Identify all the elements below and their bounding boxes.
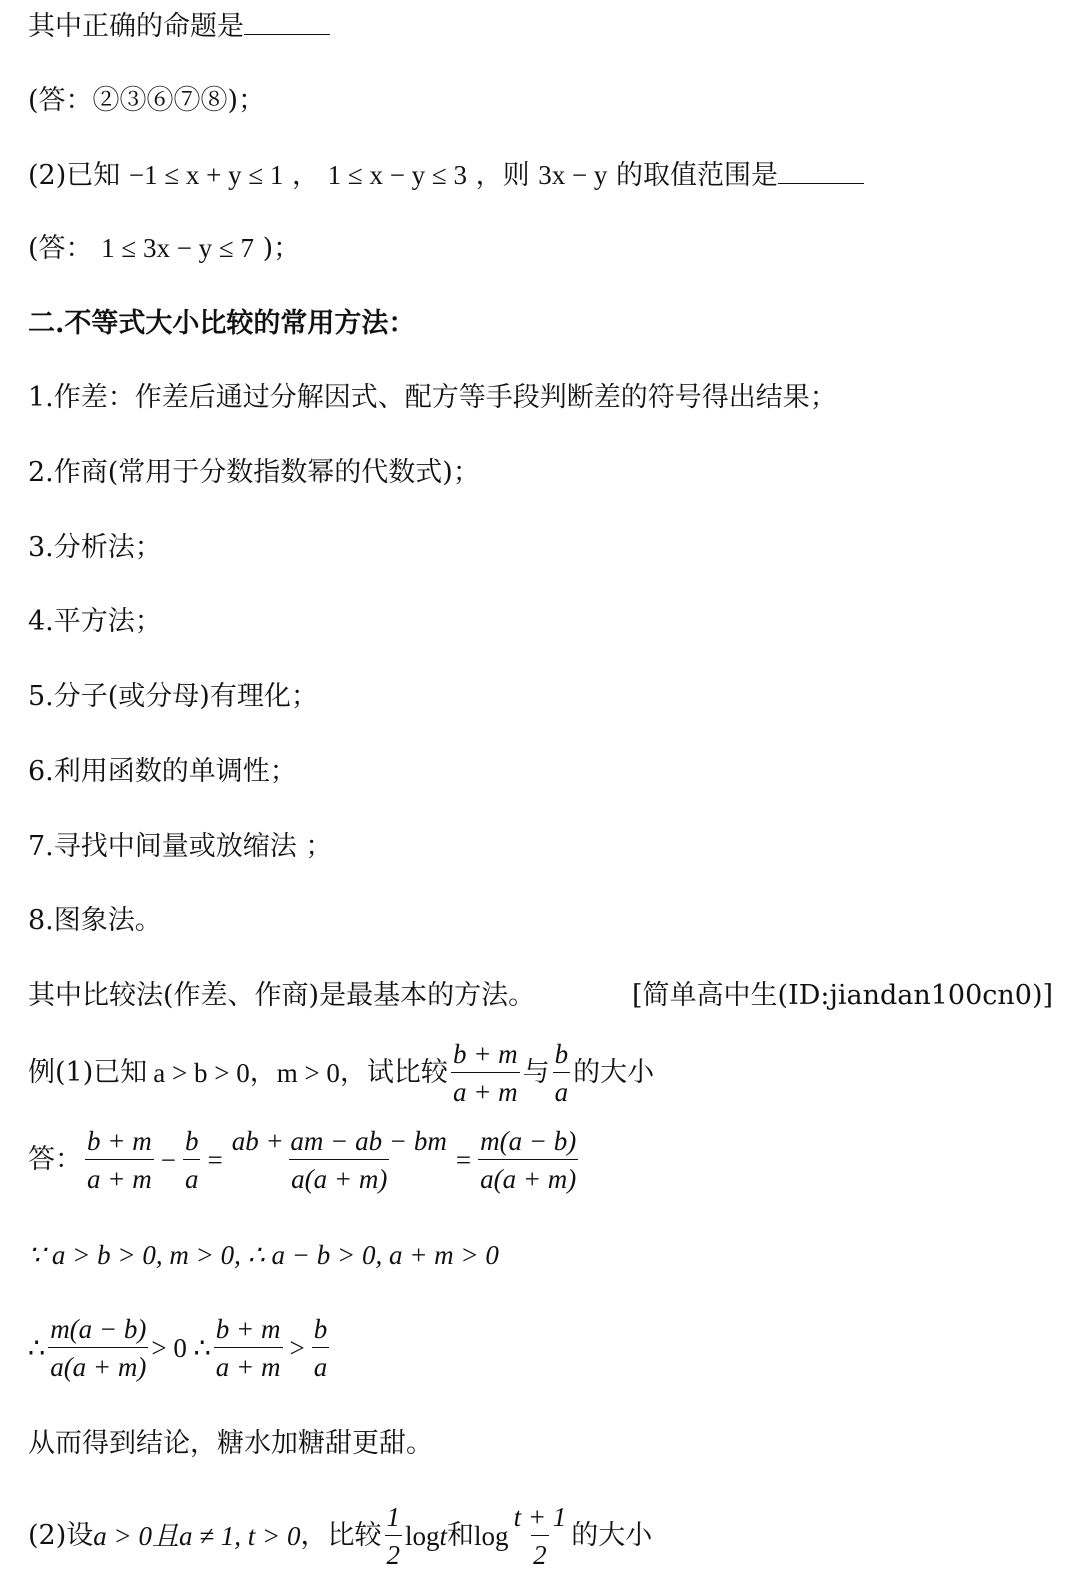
inequality-1: −1 ≤ x + y ≤ 1 xyxy=(128,160,284,190)
fraction-bm-over-am: $\frac{b + m}{a + m}$ xyxy=(87,1126,152,1194)
method-item: 6.利用函数的单调性； xyxy=(28,756,297,787)
fraction-b-over-a: $\frac{b}{a}$ xyxy=(184,1126,199,1194)
fraction-t-plus-1-over-2: $\frac{t + 1}{2}$ xyxy=(513,1502,567,1570)
method-item: 1.作差：作差后通过分解因式、配方等手段判断差的符号得出结果； xyxy=(28,382,837,413)
therefore-line: ∴ $\frac{m(a - b)}{a(a + m)}$ > 0 ∴ $\frac{b + m}{a + m}$ > $\frac{b}{a}$ xyxy=(28,1314,328,1382)
fraction-bm-over-am: $\frac{b + m}{a + m}$ xyxy=(215,1314,281,1382)
inequality-2: 1 ≤ x − y ≤ 3 xyxy=(327,160,467,190)
expression: 3x − y xyxy=(538,160,608,190)
answer-blank-2 xyxy=(778,157,864,184)
derivation-line: 答： $\frac{b + m}{a + m}$ − $\frac{b}{a}$ = $\frac{ab + am - ab - bm}{a(a + m)}$ = $\frac{m(a - b)}{a(a + m)}$ xyxy=(28,1126,577,1194)
since-line: ∵ a > b > 0, m > 0, ∴ a − b > 0, a + m > 0 xyxy=(28,1240,499,1270)
fraction-bm-over-am: $\frac{b + m}{a + m}$ xyxy=(452,1039,518,1107)
example-2-line: (2)设 a > 0且a ≠ 1, t > 0 ，比较 $\frac{1}{2}$ log t 和 log $\frac{t + 1}{2}$ 的大小 xyxy=(28,1502,653,1570)
problem-2-line: (2)已知 −1 ≤ x + y ≤ 1 ， 1 ≤ x − y ≤ 3 ，则 3x − y 的取值范围是 xyxy=(28,157,864,193)
basic-method-line: 其中比较法(作差、作商)是最基本的方法。 xyxy=(28,980,536,1011)
fraction-b-over-a: $\frac{b}{a}$ xyxy=(313,1314,328,1382)
answer-line-2: (答： 1 ≤ 3x − y ≤ 7 )； xyxy=(28,233,301,264)
fraction-factored: $\frac{m(a - b)}{a(a + m)}$ xyxy=(50,1314,147,1382)
example-1-line: 例(1)已知 a > b > 0 ， m > 0 ，试比较 $\frac{b + m}{a + m}$ 与 $\frac{b}{a}$ 的大小 xyxy=(28,1039,655,1107)
method-item: 8.图象法。 xyxy=(28,905,162,936)
conclusion-line: 从而得到结论，糖水加糖甜更甜。 xyxy=(28,1428,433,1459)
method-item: 4.平方法； xyxy=(28,606,162,637)
fraction-b-over-a: $\frac{b}{a}$ xyxy=(554,1039,569,1107)
method-item: 3.分析法； xyxy=(28,532,162,563)
answer-line: (答：②③⑥⑦⑧)； xyxy=(28,85,266,116)
method-item: 5.分子(或分母)有理化； xyxy=(28,681,318,712)
watermark-text: [简单高中生(ID:jiandan100cn0)] xyxy=(632,980,1054,1011)
fraction-factored: $\frac{m(a - b)}{a(a + m)}$ xyxy=(480,1126,577,1194)
fraction-one-half: $\frac{1}{2}$ xyxy=(386,1502,401,1570)
method-item: 7.寻找中间量或放缩法 ； xyxy=(28,831,333,862)
question-line: 其中正确的命题是 xyxy=(28,8,330,44)
answer-blank xyxy=(244,8,330,35)
section-heading: 二.不等式大小比较的常用方法： xyxy=(28,308,416,339)
method-item: 2.作商(常用于分数指数幂的代数式)； xyxy=(28,457,480,488)
fraction-difference: $\frac{ab + am - ab - bm}{a(a + m)}$ xyxy=(231,1126,447,1194)
